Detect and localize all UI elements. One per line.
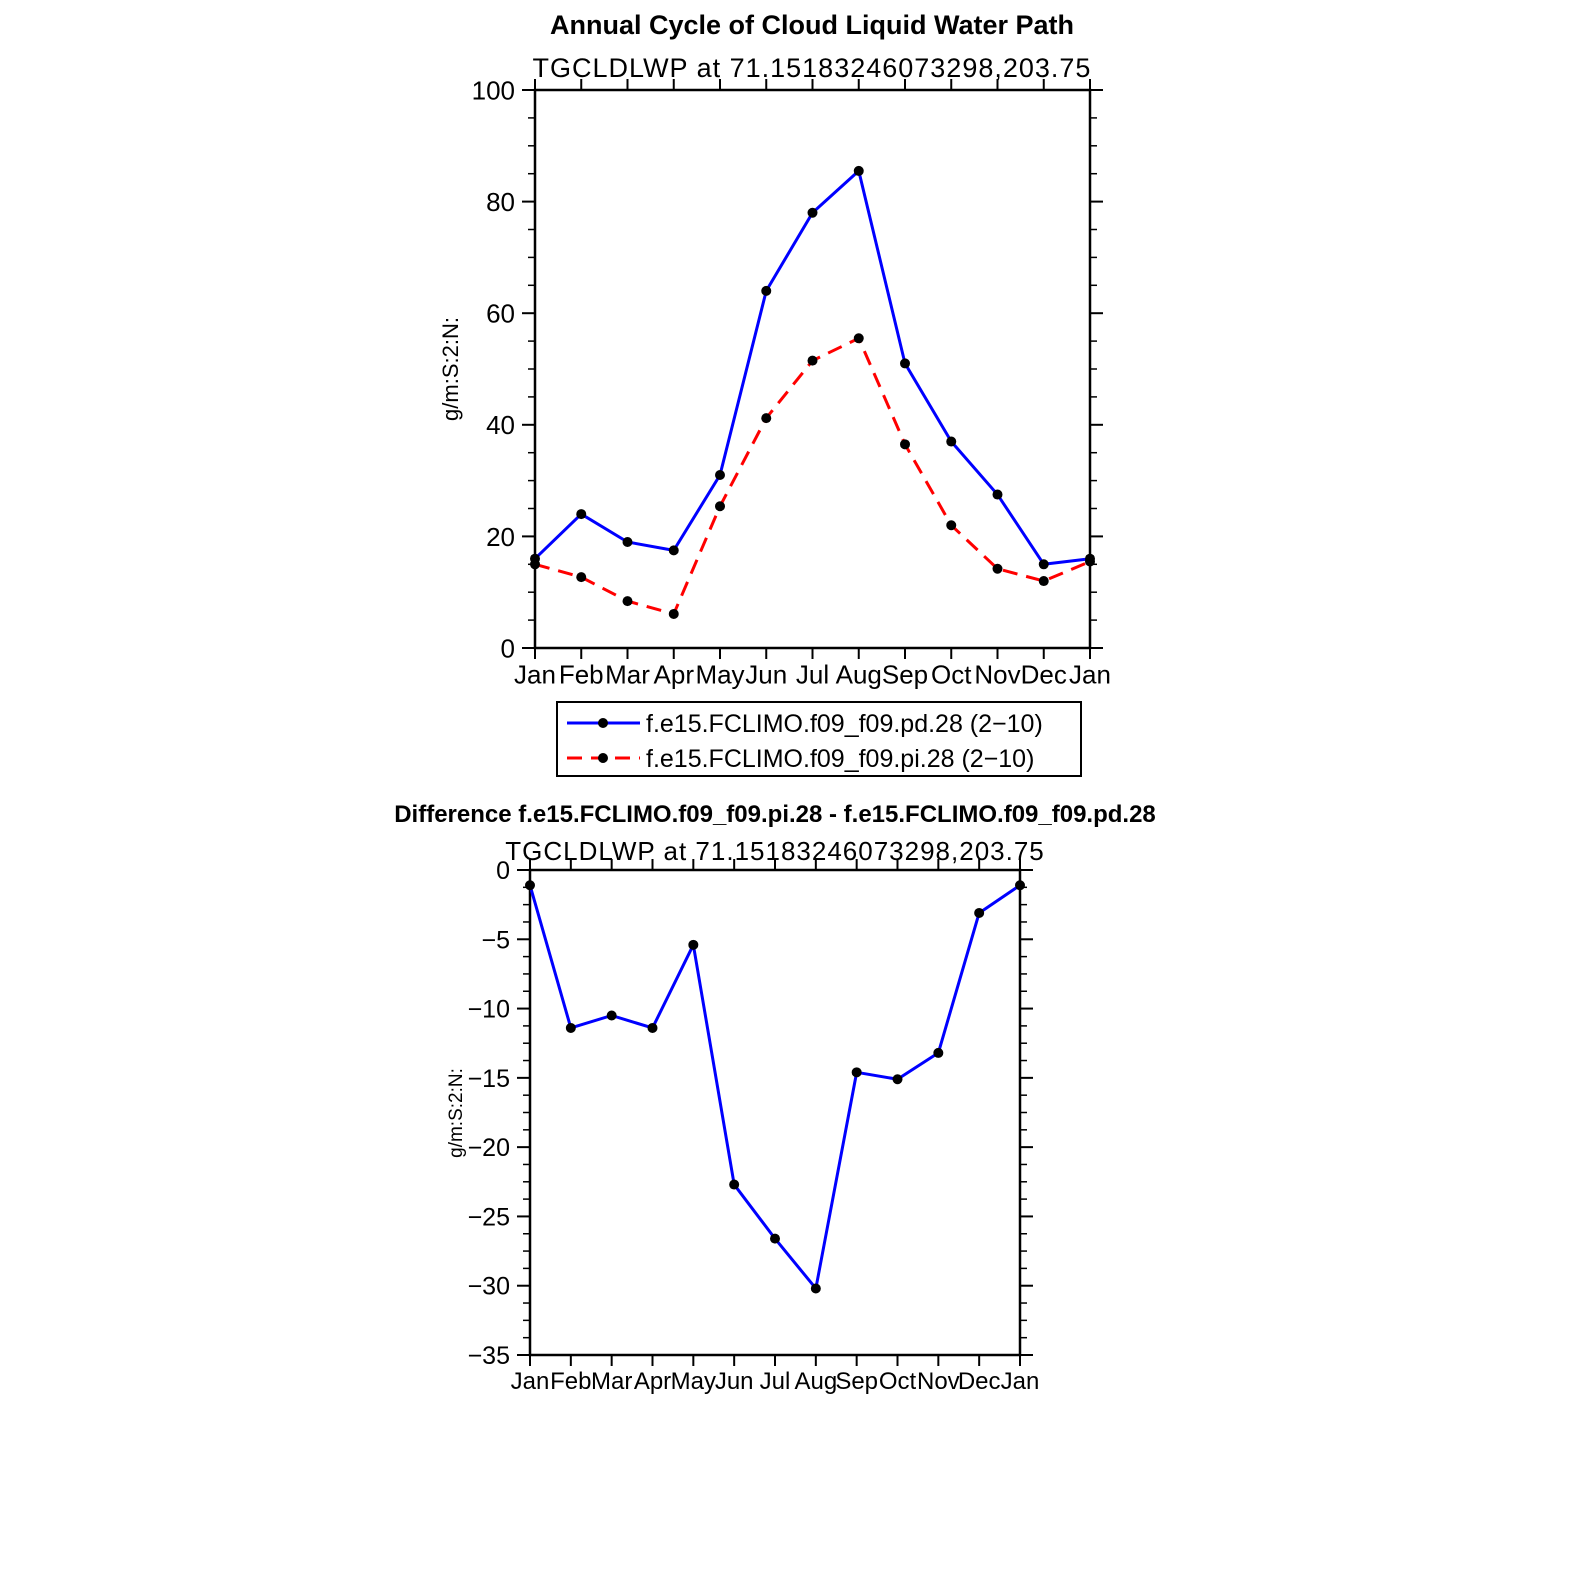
- data-point-marker: [900, 439, 910, 449]
- data-point-marker: [623, 537, 633, 547]
- data-point-marker: [729, 1180, 739, 1190]
- x-tick-label: Jul: [795, 659, 830, 690]
- legend-marker: [598, 718, 608, 728]
- data-point-marker: [974, 908, 984, 918]
- data-point-marker: [808, 356, 818, 366]
- data-point-marker: [933, 1048, 943, 1058]
- data-point-marker: [669, 609, 679, 619]
- data-point-marker: [623, 596, 633, 606]
- y-tick-label: 40: [486, 410, 515, 441]
- x-tick-label: Aug: [794, 1367, 838, 1395]
- x-tick-label: Sep: [881, 659, 929, 690]
- data-point-marker: [648, 1023, 658, 1033]
- data-point-marker: [525, 880, 535, 890]
- data-point-marker: [566, 1023, 576, 1033]
- chart2-series: [525, 880, 1025, 1293]
- data-point-marker: [993, 564, 1003, 574]
- y-tick-label: −25: [467, 1203, 510, 1232]
- y-tick-label: −10: [467, 995, 510, 1024]
- x-tick-label: Oct: [878, 1367, 917, 1395]
- y-tick-label: −5: [481, 926, 510, 955]
- x-tick-label: Apr: [633, 1367, 672, 1395]
- x-tick-label: Jan: [514, 659, 556, 690]
- chart-difference: [394, 801, 1156, 1395]
- data-point-marker: [715, 470, 725, 480]
- y-tick-label: 20: [486, 521, 515, 552]
- data-point-marker: [530, 559, 540, 569]
- data-point-marker: [854, 333, 864, 343]
- data-point-marker: [893, 1074, 903, 1084]
- y-tick-label: −35: [467, 1342, 510, 1370]
- y-tick-label: 100: [471, 75, 515, 106]
- chart2-subtitle: TGCLDLWP at 71.15183246073298,203.75: [505, 836, 1045, 866]
- x-tick-label: Apr: [653, 659, 694, 690]
- x-tick-label: Jul: [759, 1367, 791, 1395]
- y-tick-label: 60: [486, 298, 515, 329]
- plot-box: [530, 870, 1020, 1355]
- x-tick-label: Nov: [916, 1367, 960, 1395]
- y-tick-label: −30: [467, 1272, 510, 1301]
- x-tick-label: Jan: [1000, 1367, 1040, 1395]
- x-tick-label: May: [670, 1367, 717, 1395]
- chart2-y-axis-label: g/m:S:2:N:: [446, 1068, 467, 1158]
- chart1-series: [530, 166, 1095, 619]
- x-tick-label: Jun: [745, 659, 788, 690]
- y-tick-label: 0: [500, 633, 515, 664]
- data-point-marker: [669, 545, 679, 555]
- chart2-axes: [468, 857, 1040, 1395]
- data-point-marker: [607, 1011, 617, 1021]
- data-point-marker: [808, 208, 818, 218]
- data-point-marker: [946, 437, 956, 447]
- plot-box: [535, 90, 1090, 648]
- data-point-marker: [900, 358, 910, 368]
- chart1-axes: [472, 75, 1111, 689]
- y-tick-label: 80: [486, 186, 515, 217]
- data-point-marker: [811, 1283, 821, 1293]
- y-tick-label: 0: [496, 857, 510, 885]
- y-tick-label: −20: [467, 1134, 510, 1163]
- x-tick-label: May: [695, 659, 745, 690]
- data-point-marker: [1015, 880, 1025, 890]
- chart1-title: Annual Cycle of Cloud Liquid Water Path: [549, 10, 1075, 40]
- chart1-y-axis-label: g/m:S:2:N:: [438, 317, 463, 421]
- chart-annual-cycle: [438, 10, 1111, 690]
- x-tick-label: Nov: [974, 659, 1021, 690]
- x-tick-label: Feb: [550, 1367, 592, 1395]
- legend-label: f.e15.FCLIMO.f09_f09.pi.28 (2−10): [646, 745, 1035, 773]
- legend: [557, 702, 1081, 776]
- data-point-marker: [761, 286, 771, 296]
- data-point-marker: [576, 572, 586, 582]
- x-tick-label: Mar: [605, 659, 650, 690]
- x-tick-label: Jun: [714, 1367, 754, 1395]
- x-tick-label: Dec: [957, 1367, 1001, 1395]
- data-point-marker: [1085, 557, 1095, 567]
- series-line: [535, 171, 1090, 564]
- x-tick-label: Jan: [510, 1367, 550, 1395]
- data-point-marker: [770, 1234, 780, 1244]
- x-tick-label: Sep: [835, 1367, 879, 1395]
- data-point-marker: [852, 1067, 862, 1077]
- series-line: [535, 338, 1090, 614]
- data-point-marker: [993, 490, 1003, 500]
- data-point-marker: [688, 940, 698, 950]
- legend-marker: [598, 753, 608, 763]
- chart1-subtitle: TGCLDLWP at 71.15183246073298,203.75: [532, 53, 1092, 83]
- data-point-marker: [946, 520, 956, 530]
- chart2-title: Difference f.e15.FCLIMO.f09_f09.pi.28 - f.e15.FCLIMO.f09_f09.pd.28: [394, 801, 1156, 828]
- data-point-marker: [854, 166, 864, 176]
- legend-label: f.e15.FCLIMO.f09_f09.pd.28 (2−10): [646, 710, 1043, 738]
- x-tick-label: Dec: [1020, 659, 1067, 690]
- legend-entries: [567, 710, 1043, 773]
- x-tick-label: Mar: [590, 1367, 633, 1395]
- series-line: [530, 885, 1020, 1288]
- x-tick-label: Aug: [835, 659, 882, 690]
- data-point-marker: [576, 509, 586, 519]
- data-point-marker: [715, 501, 725, 511]
- data-point-marker: [1039, 559, 1049, 569]
- y-tick-label: −15: [467, 1064, 510, 1093]
- x-tick-label: Feb: [558, 659, 604, 690]
- x-tick-label: Oct: [931, 659, 972, 690]
- x-tick-label: Jan: [1069, 659, 1111, 690]
- data-point-marker: [761, 413, 771, 423]
- data-point-marker: [1039, 576, 1049, 586]
